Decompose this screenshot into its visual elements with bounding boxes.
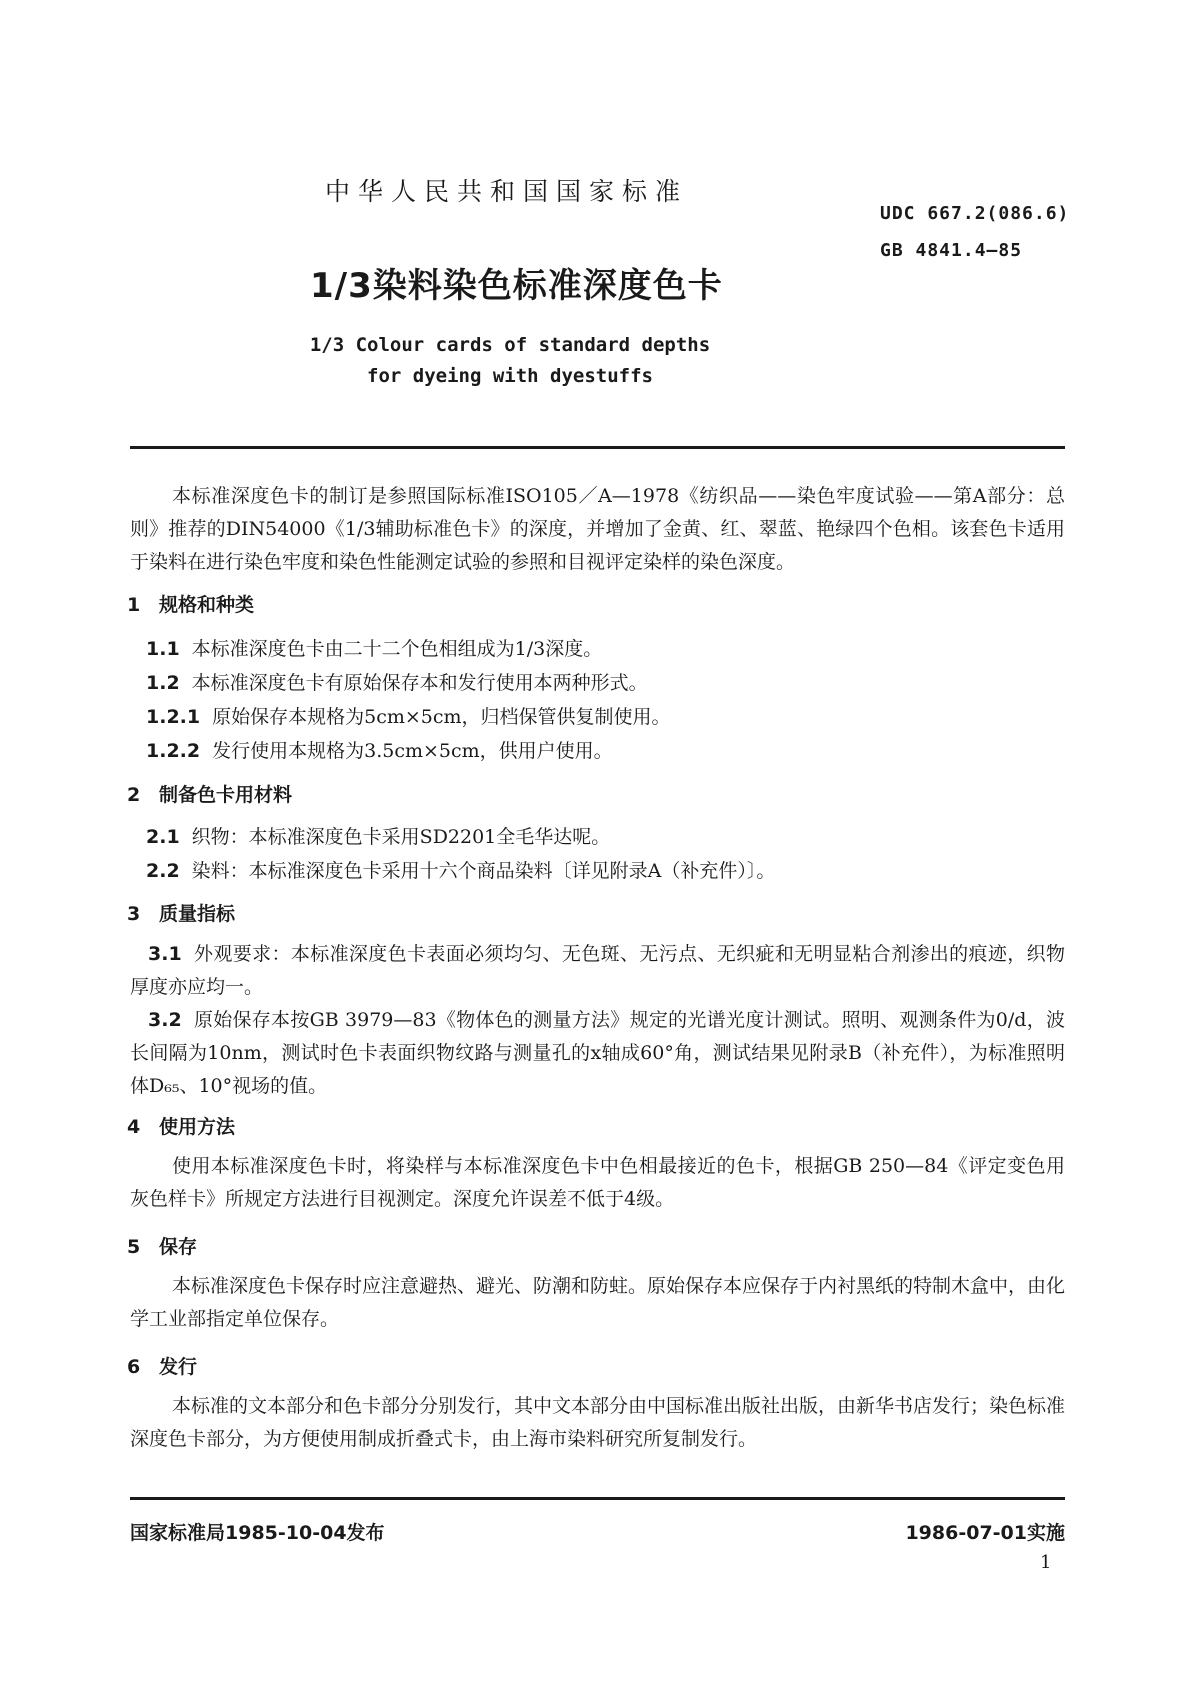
section-title: 发行: [159, 1356, 198, 1378]
section-number: 5: [127, 1236, 141, 1258]
section-number: 4: [127, 1116, 141, 1138]
clause-1-1: [146, 634, 1066, 661]
section-number: 2: [127, 784, 141, 806]
clause-number: 1.2.2: [146, 740, 201, 762]
standard-number: GB 4841.4—85: [880, 240, 1023, 261]
clause-number: 2.1: [146, 826, 180, 848]
clause-text: 发行使用本规格为3.5cm×5cm，供用户使用。: [212, 740, 613, 762]
implementation-date: 1986-07-01实施: [905, 1522, 1065, 1544]
clause-2-2: [146, 856, 1066, 883]
clause-text: 染料：本标准深度色卡采用十六个商品染料〔详见附录A（补充件）〕。: [191, 860, 776, 882]
english-title: [300, 330, 720, 392]
clause-2-1: [146, 822, 1066, 849]
clause-1-2: [146, 668, 1066, 695]
clause-text: 原始保存本按GB 3979—83《物体色的测量方法》规定的光谱光度计测试。照明、观测条件为0/d，波长间隔为10nm，测试时色卡表面织物纹路与测量孔的x轴成60°角，测试结果见附录B（补充件），为标准照明体D₆₅、10°视场的值。: [130, 1009, 1065, 1097]
clause-3-2: [130, 1004, 1065, 1103]
bottom-rule: [130, 1497, 1065, 1500]
udc-code: UDC 667.2(086.6): [880, 203, 1070, 224]
document-title: 1/3染料染色标准深度色卡: [310, 266, 723, 306]
section-title: 制备色卡用材料: [159, 784, 293, 806]
clause-number: 3.1: [148, 943, 182, 965]
clause-text: 本标准深度色卡由二十二个色相组成为1/3深度。: [191, 638, 603, 660]
clause-number: 3.2: [148, 1009, 182, 1031]
clause-number: 2.2: [146, 860, 180, 882]
english-title-line2: for dyeing with dyestuffs: [367, 365, 653, 387]
clause-3-1: [130, 938, 1065, 1004]
section-title: 保存: [159, 1236, 198, 1258]
clause-1-2-2: [146, 736, 1066, 763]
section-title: 质量指标: [159, 903, 236, 925]
page-number: 1: [1040, 1552, 1052, 1573]
section-title: 规格和种类: [159, 594, 255, 616]
issue-date: 国家标准局1985-10-04发布: [130, 1522, 385, 1544]
clause-number: 1.2: [146, 672, 180, 694]
section-2-heading: [127, 780, 292, 807]
section-title: 使用方法: [159, 1116, 236, 1138]
clause-number: 1.1: [146, 638, 180, 660]
section-4-paragraph: 使用本标准深度色卡时，将染样与本标准深度色卡中色相最接近的色卡，根据GB 250—84《评定变色用灰色样卡》所规定方法进行目视测定。深度允许误差不低于4级。: [130, 1155, 1065, 1210]
top-rule: [130, 446, 1065, 449]
clause-text: 原始保存本规格为5cm×5cm，归档保管供复制使用。: [212, 706, 671, 728]
section-number: 1: [127, 594, 141, 616]
clause-text: 外观要求：本标准深度色卡表面必须均匀、无色斑、无污点、无织疵和无明显粘合剂渗出的痕迹，织物厚度亦应均一。: [130, 943, 1065, 998]
intro-paragraph: 本标准深度色卡的制订是参照国际标准ISO105／A—1978《纺织品——染色牢度试验——第A部分：总则》推荐的DIN54000《1/3辅助标准色卡》的深度，并增加了金黄、红、翠蓝、艳绿四个色相。该套色卡适用于染料在进行染色牢度和染色性能测定试验的参照和目视评定染样的染色深度。: [130, 485, 1065, 573]
clause-text: 织物：本标准深度色卡采用SD2201全毛华达呢。: [191, 826, 611, 848]
clause-1-2-1: [146, 702, 1066, 729]
section-number: 6: [127, 1356, 141, 1378]
section-number: 3: [127, 903, 141, 925]
section-6-paragraph: 本标准的文本部分和色卡部分分别发行，其中文本部分由中国标准出版社出版，由新华书店发行；染色标准深度色卡部分，为方便使用制成折叠式卡，由上海市染料研究所复制发行。: [130, 1395, 1066, 1450]
national-standard-title: 中华人民共和国国家标准: [325, 177, 689, 206]
clause-text: 本标准深度色卡有原始保存本和发行使用本两种形式。: [191, 672, 648, 694]
section-5-heading: [127, 1232, 197, 1259]
section-5-paragraph: 本标准深度色卡保存时应注意避热、避光、防潮和防蛀。原始保存本应保存于内衬黑纸的特制木盒中，由化学工业部指定单位保存。: [130, 1275, 1066, 1330]
section-1-heading: [127, 590, 254, 617]
section-4-heading: [127, 1112, 235, 1139]
section-3-heading: [127, 899, 235, 926]
clause-number: 1.2.1: [146, 706, 201, 728]
section-6-heading: [127, 1352, 197, 1379]
english-title-line1: 1/3 Colour cards of standard depths: [309, 334, 711, 356]
